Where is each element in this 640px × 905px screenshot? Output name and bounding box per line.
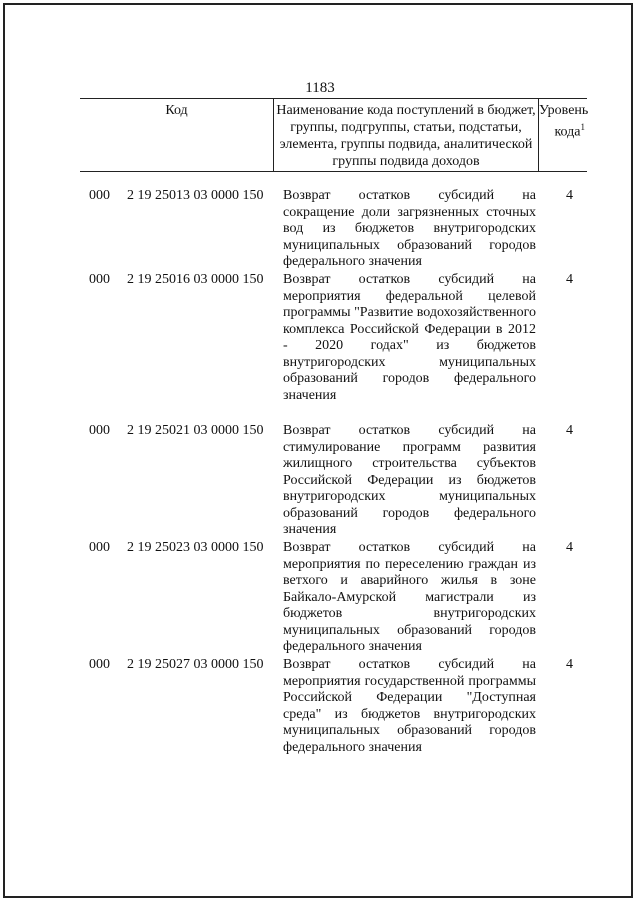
row-description: Возврат остатков субсидий на мероприятия государственной программы Российской Федерации "Доступная среда" из бюджетов внутригородских муниципальных образований городов федерального значения [283,657,536,755]
header-level-label: Уровень кода [539,103,589,140]
admin-code: 000 [89,423,110,438]
table-header [80,98,587,172]
header-level [539,99,587,171]
income-code: 2 19 25013 03 0000 150 [127,188,264,203]
header-level-footnote: 1 [580,122,585,132]
row-description: Возврат остатков субсидий на сокращение доли загрязненных сточных вод из бюджетов внутригородских муниципальных образований городов федерального значения [283,188,536,269]
header-code: Код [165,103,188,118]
row-level: 4 [566,540,573,555]
income-code: 2 19 25016 03 0000 150 [127,272,264,287]
admin-code: 000 [89,272,110,287]
income-code: 2 19 25027 03 0000 150 [127,657,264,672]
header-name: Наименование кода поступлений в бюджет, группы, подгруппы, статьи, подстатьи, элемента, группы подвида, аналитической группы подвида доходов [273,99,539,171]
admin-code: 000 [89,657,110,672]
row-level: 4 [566,188,573,203]
row-description: Возврат остатков субсидий на мероприятия по переселению граждан из ветхого и аварийного жилья в зоне Байкало-Амурской магистрали из бюджетов внутригородских муниципальных образований городов федерального значения [283,540,536,654]
row-level: 4 [566,657,573,672]
row-description: Возврат остатков субсидий на мероприятия федеральной целевой программы "Развитие водохозяйственного комплекса Российской Федерации в 2012 - 2020 годах" из бюджетов внутригородских муниципальных образований городов федерального значения [283,272,537,403]
row-level: 4 [566,272,573,287]
admin-code: 000 [89,540,110,555]
row-level: 4 [566,423,573,438]
income-code: 2 19 25023 03 0000 150 [127,540,264,555]
admin-code: 000 [89,188,110,203]
income-code: 2 19 25021 03 0000 150 [127,423,264,438]
row-description: Возврат остатков субсидий на стимулирование программ развития жилищного строительства субъектов Российской Федерации из бюджетов внутригородских муниципальных образований городов федерального значения [283,423,536,537]
page-number: 1183 [305,80,335,96]
